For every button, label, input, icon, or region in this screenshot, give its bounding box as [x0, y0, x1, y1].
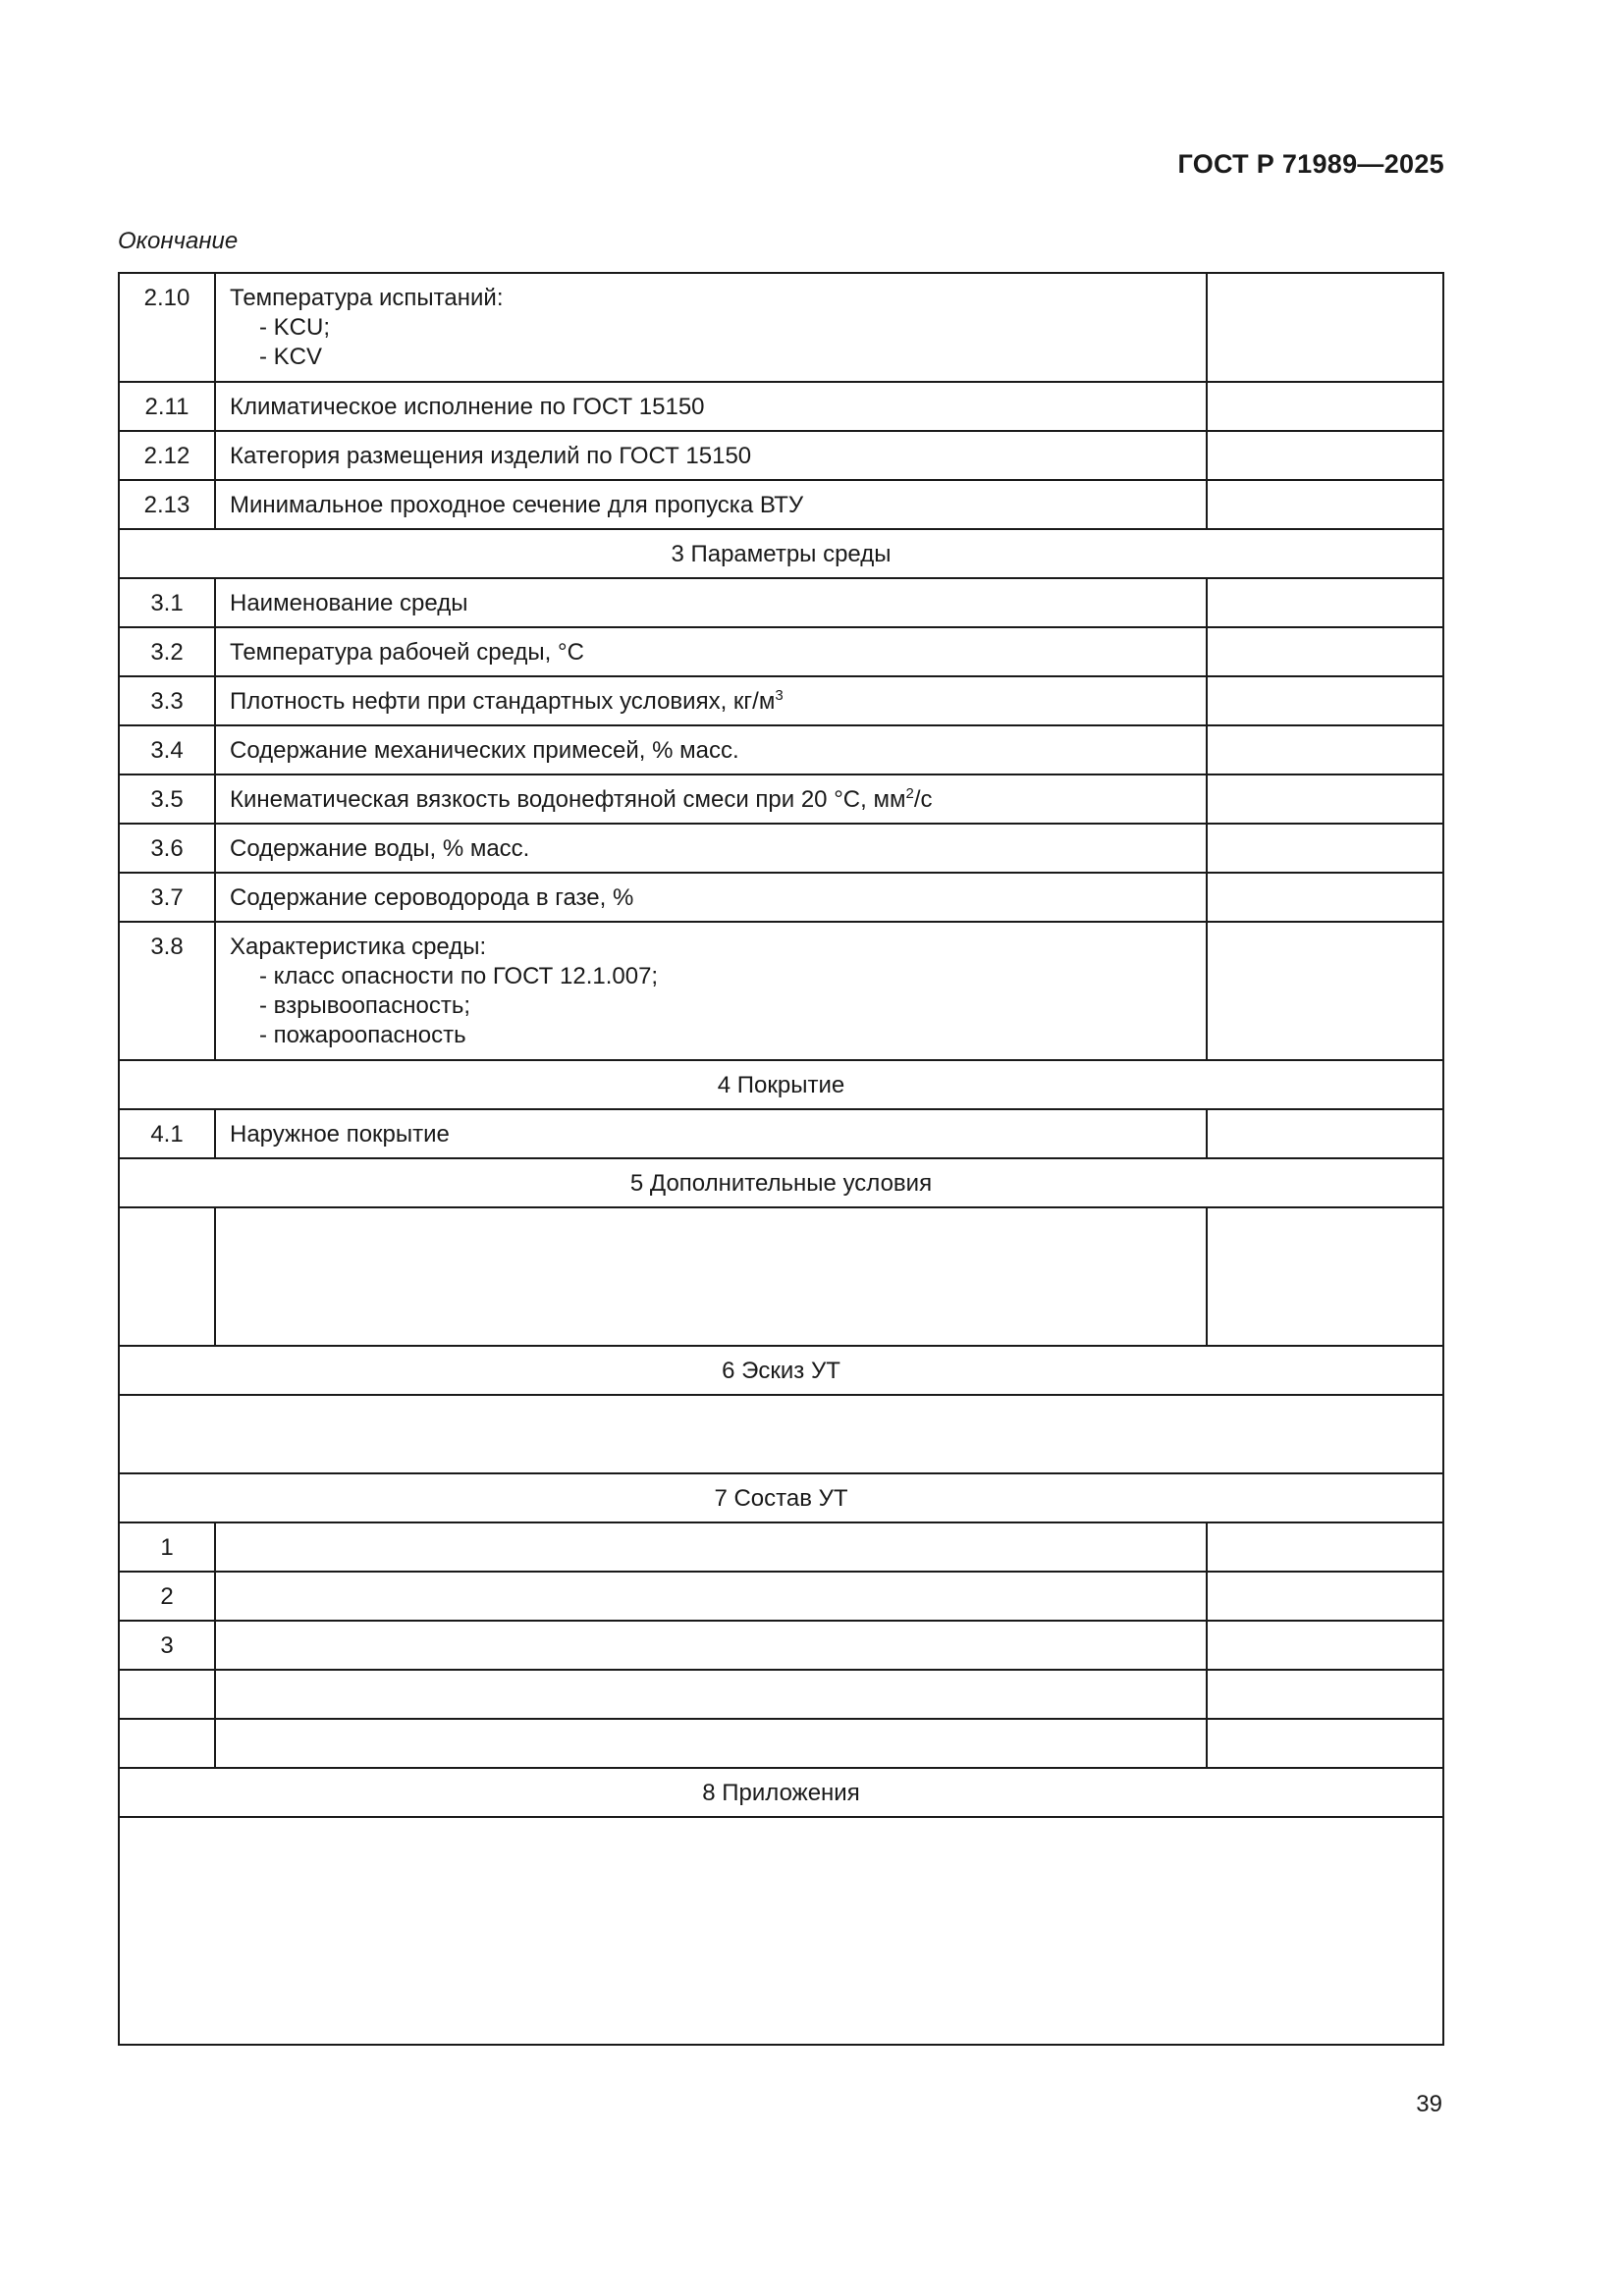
row-number: 2.13 — [119, 480, 215, 529]
row-parameter — [215, 676, 1207, 725]
section-row — [119, 1346, 1443, 1395]
section-heading: 7 Состав УТ — [119, 1473, 1443, 1522]
value-cell — [1207, 1572, 1443, 1621]
value-cell — [1207, 824, 1443, 873]
row-parameter — [215, 1670, 1207, 1719]
table-row — [119, 1572, 1443, 1621]
superscript: 2 — [905, 785, 914, 802]
appendix-area — [119, 1817, 1443, 2045]
row-number: 2.11 — [119, 382, 215, 431]
section-heading: 5 Дополнительные условия — [119, 1158, 1443, 1207]
row-parameter: Температура рабочей среды, °С — [215, 627, 1207, 676]
superscript: 3 — [775, 687, 784, 704]
value-cell — [1207, 1719, 1443, 1768]
table-row — [119, 774, 1443, 824]
section-row — [119, 1060, 1443, 1109]
section-heading: 4 Покрытие — [119, 1060, 1443, 1109]
section-row — [119, 1158, 1443, 1207]
value-cell — [1207, 676, 1443, 725]
row-parameter: Наружное покрытие — [215, 1109, 1207, 1158]
parameter-label: Характеристика среды: — [230, 934, 487, 960]
value-cell — [1207, 1522, 1443, 1572]
value-cell — [1207, 480, 1443, 529]
row-parameter — [215, 1719, 1207, 1768]
row-number — [119, 1719, 215, 1768]
section-row — [119, 529, 1443, 578]
value-cell — [1207, 382, 1443, 431]
section-row — [119, 1768, 1443, 1817]
value-cell — [1207, 725, 1443, 774]
table-row — [119, 1670, 1443, 1719]
standard-designation: ГОСТ Р 71989—2025 — [1177, 149, 1444, 179]
row-number: 3 — [119, 1621, 215, 1670]
table-row — [119, 725, 1443, 774]
section-row — [119, 1473, 1443, 1522]
row-number: 3.7 — [119, 873, 215, 922]
table-row — [119, 1207, 1443, 1346]
value-cell — [1207, 578, 1443, 627]
table-row — [119, 1719, 1443, 1768]
value-cell — [1207, 627, 1443, 676]
row-parameter: Минимальное проходное сечение для пропуска ВТУ — [215, 480, 1207, 529]
row-number: 3.4 — [119, 725, 215, 774]
value-cell — [1207, 1670, 1443, 1719]
section-heading: 6 Эскиз УТ — [119, 1346, 1443, 1395]
row-parameter — [215, 1621, 1207, 1670]
table-row — [119, 676, 1443, 725]
value-cell — [1207, 1109, 1443, 1158]
sketch-area — [119, 1395, 1443, 1473]
row-parameter — [215, 1207, 1207, 1346]
specification-table — [118, 272, 1444, 2046]
row-parameter: Наименование среды — [215, 578, 1207, 627]
list-item: - взрывоопасность; — [259, 991, 1192, 1021]
table-row — [119, 873, 1443, 922]
continuation-label: Окончание — [118, 228, 239, 254]
row-number: 3.3 — [119, 676, 215, 725]
row-number: 2.12 — [119, 431, 215, 480]
section-heading: 3 Параметры среды — [119, 529, 1443, 578]
table-row — [119, 824, 1443, 873]
table-row — [119, 578, 1443, 627]
row-number: 3.1 — [119, 578, 215, 627]
parameter-label: Кинематическая вязкость водонефтяной смеси при 20 °С, мм — [230, 786, 906, 813]
row-parameter: Категория размещения изделий по ГОСТ 15150 — [215, 431, 1207, 480]
row-parameter: Содержание механических примесей, % масс. — [215, 725, 1207, 774]
value-cell — [1207, 431, 1443, 480]
sub-list — [230, 313, 1192, 372]
row-number — [119, 1670, 215, 1719]
row-number: 2.10 — [119, 273, 215, 382]
row-number: 3.5 — [119, 774, 215, 824]
table-row — [119, 431, 1443, 480]
table-row — [119, 1109, 1443, 1158]
row-parameter — [215, 774, 1207, 824]
parameter-label: Температура испытаний: — [230, 285, 504, 311]
table-row — [119, 273, 1443, 382]
parameter-label: Плотность нефти при стандартных условиях, кг/м — [230, 688, 776, 715]
appendix-row — [119, 1817, 1443, 2045]
table-row — [119, 382, 1443, 431]
row-parameter: Содержание сероводорода в газе, % — [215, 873, 1207, 922]
table-row — [119, 480, 1443, 529]
row-number: 3.6 — [119, 824, 215, 873]
row-parameter — [215, 922, 1207, 1060]
row-number — [119, 1207, 215, 1346]
list-item: - класс опасности по ГОСТ 12.1.007; — [259, 962, 1192, 991]
sub-list — [230, 962, 1192, 1050]
unit-suffix: /с — [913, 786, 933, 813]
page-number: 39 — [1416, 2091, 1442, 2117]
value-cell — [1207, 774, 1443, 824]
section-heading: 8 Приложения — [119, 1768, 1443, 1817]
value-cell — [1207, 922, 1443, 1060]
list-item: - пожароопасность — [259, 1021, 1192, 1050]
table-row — [119, 922, 1443, 1060]
row-number: 4.1 — [119, 1109, 215, 1158]
row-parameter — [215, 273, 1207, 382]
table-row — [119, 1522, 1443, 1572]
row-parameter — [215, 1572, 1207, 1621]
value-cell — [1207, 1621, 1443, 1670]
list-item: - KCV — [259, 343, 1192, 372]
table-row — [119, 627, 1443, 676]
row-number: 3.2 — [119, 627, 215, 676]
list-item: - KCU; — [259, 313, 1192, 343]
table-row — [119, 1621, 1443, 1670]
row-parameter — [215, 1522, 1207, 1572]
value-cell — [1207, 273, 1443, 382]
row-number: 3.8 — [119, 922, 215, 1060]
row-parameter: Содержание воды, % масс. — [215, 824, 1207, 873]
row-number: 1 — [119, 1522, 215, 1572]
value-cell — [1207, 1207, 1443, 1346]
row-parameter: Климатическое исполнение по ГОСТ 15150 — [215, 382, 1207, 431]
value-cell — [1207, 873, 1443, 922]
row-number: 2 — [119, 1572, 215, 1621]
sketch-row — [119, 1395, 1443, 1473]
